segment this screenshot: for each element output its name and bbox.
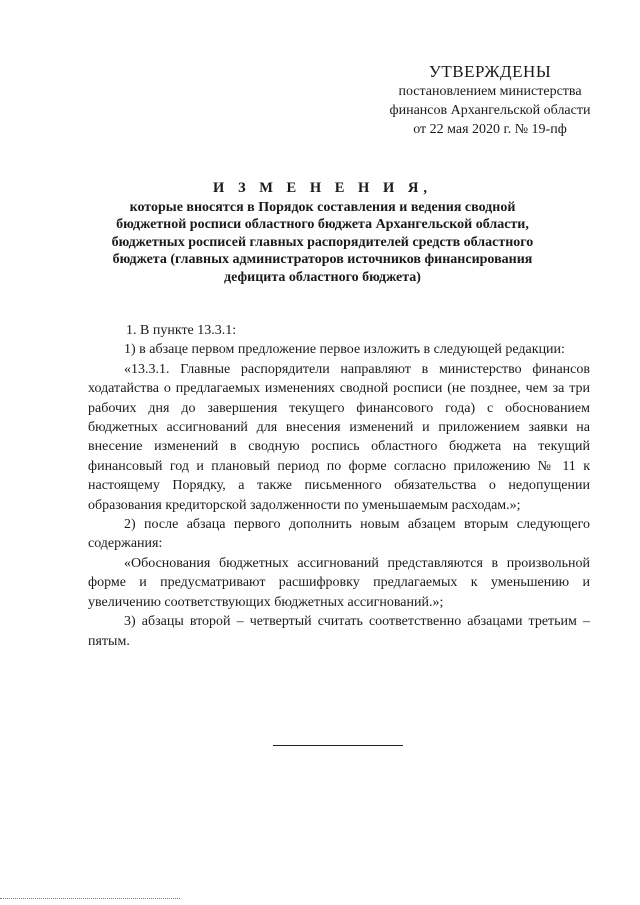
approval-line-2: финансов Архангельской области [389, 103, 591, 118]
paragraph-3: «13.3.1. Главные распорядители направляют в министерство финансов ходатайства о предлагаемых изменениях сводной росписи (не позднее, чем за три рабочих дня до завершения текущего финансового года) с обоснованием бюджетных ассигнований для внесения изменений и приложением заявки на внесение изменений в сводную роспись областного бюджета на текущий финансовый год и плановый период по форме согласно приложению № 11 к настоящему Порядку, а также письменного обязательства о недопущении образования кредиторской задолженности по уменьшаемым расходам.»; [88, 361, 590, 513]
document-title [70, 180, 575, 287]
end-divider [273, 745, 403, 746]
document-body [88, 321, 590, 651]
title-line-1: которые вносятся в Порядок составления и ведения сводной [129, 199, 516, 215]
title-line-4: бюджета (главных администраторов источников финансирования [112, 252, 533, 268]
scan-edge-line [0, 898, 180, 900]
approval-line-1: постановлением министерства [398, 84, 582, 99]
approval-block [355, 62, 625, 139]
title-line-3: бюджетных росписей главных распорядителей средств областного [111, 234, 534, 250]
paragraph-6: 3) абзацы второй – четвертый считать соответственно абзацами третьим – пятым. [88, 614, 590, 649]
title-line-2: бюджетной росписи областного бюджета Архангельской области, [116, 217, 529, 233]
approval-heading: УТВЕРЖДЕНЫ [428, 62, 552, 81]
paragraph-4: 2) после абзаца первого дополнить новым абзацем вторым следующего содержания: [88, 517, 590, 552]
title-line-5: дефицита областного бюджета) [224, 269, 421, 285]
paragraph-5: «Обоснования бюджетных ассигнований представляются в произвольной форме и предусматривают расшифровку предлагаемых к уменьшению и увеличению соответствующих бюджетных ассигнований.»; [88, 555, 590, 610]
approval-line-3: от 22 мая 2020 г. № 19-пф [413, 122, 567, 137]
paragraph-1: 1. В пункте 13.3.1: [126, 323, 237, 338]
paragraph-2: 1) в абзаце первом предложение первое изложить в следующей редакции: [124, 342, 565, 358]
title-heading: И З М Е Н Е Н И Я, [213, 180, 432, 196]
